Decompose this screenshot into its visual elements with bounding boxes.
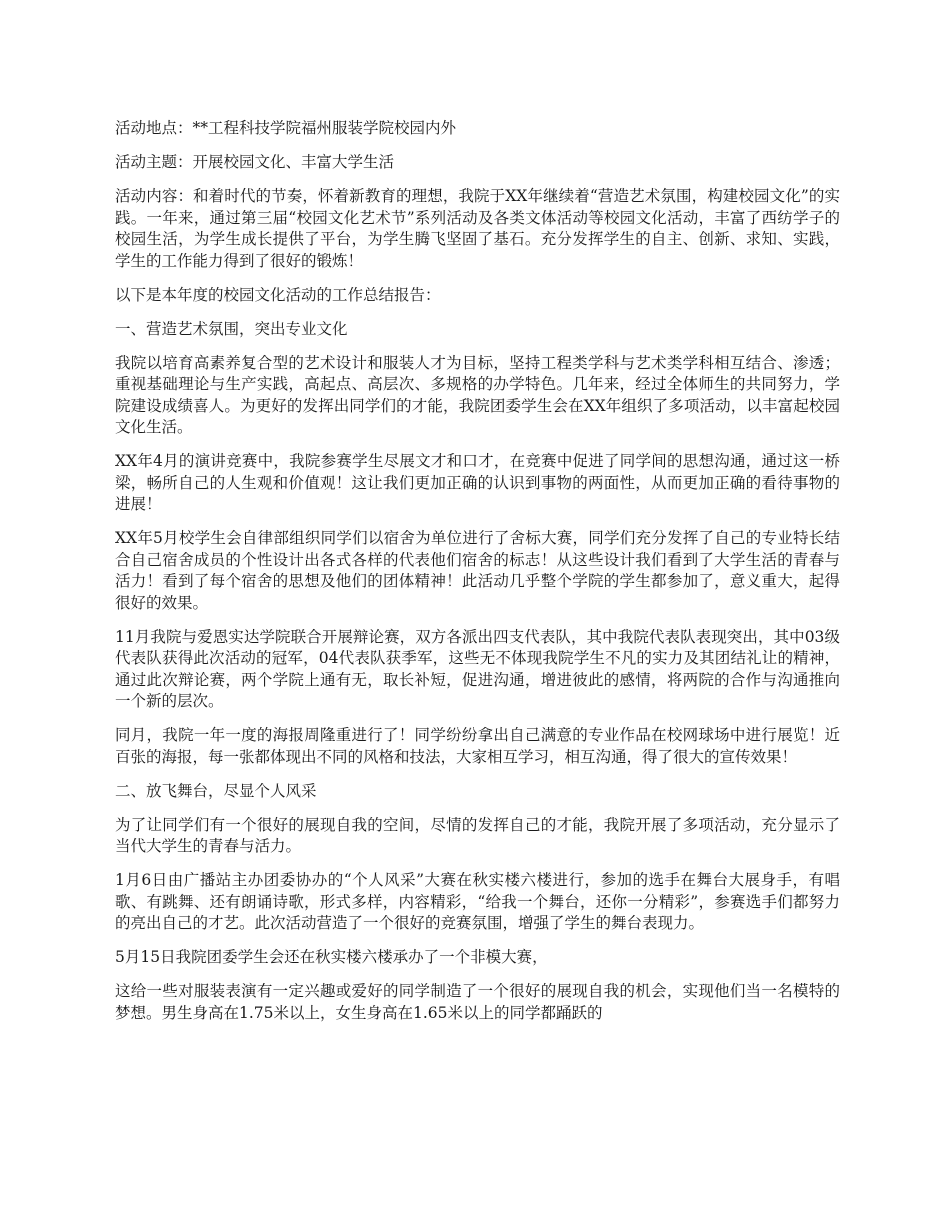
paragraph-body: 11月我院与爱恩实达学院联合开展辩论赛，双方各派出四支代表队，其中我院代表队表现突出，其中03级代表队获得此次活动的冠军，04代表队获季军，这些无不体现我院学生不凡的实力及其团结礼让的精神，通过此次辩论赛，两个学院上通有无，取长补短，促进沟通，增进彼此的感情，将两院的合作与沟通推向一个新的层次。 bbox=[115, 627, 840, 710]
paragraph-content: 活动内容：和着时代的节奏，怀着新教育的理想，我院于XX年继续着“营造艺术氛围，构建校园文化”的实践。一年来，通过第三届“校园文化艺术节”系列活动及各类文体活动等校园文化活动，丰富了西纺学子的校园生活，为学生成长提供了平台，为学生腾飞坚固了基石。充分发挥学生的自主、创新、求知、实践，学生的工作能力得到了很好的锻炼！ bbox=[115, 187, 840, 270]
section-heading-2: 二、放飞舞台，尽显个人风采 bbox=[115, 781, 317, 800]
paragraph-theme: 活动主题：开展校园文化、丰富大学生活 bbox=[115, 153, 395, 171]
paragraph-body: 5月15日我院团委学生会还在秋实楼六楼承办了一个非模大赛， bbox=[115, 948, 548, 966]
section-heading-1: 一、营造艺术氛围，突出专业文化 bbox=[115, 319, 348, 338]
paragraph-body: XX年4月的演讲竞赛中，我院参赛学生尽展文才和口才，在竞赛中促进了同学间的思想沟通，通过这一桥梁，畅所自己的人生观和价值观！这让我们更加正确的认识到事物的两面性，从而更加正确的看待事物的进展！ bbox=[115, 452, 840, 513]
paragraph-intro: 以下是本年度的校园文化活动的工作总结报告： bbox=[115, 285, 441, 304]
paragraph-body: 1月6日由广播站主办团委协办的“个人风采”大赛在秋实楼六楼进行，参加的选手在舞台大展身手，有唱歌、有跳舞、还有朗诵诗歌，形式多样，内容精彩，“给我一个舞台，还你一分精彩”，参赛选手们都努力的亮出自己的才艺。此次活动营造了一个很好的竞赛氛围，增强了学生的舞台表现力。 bbox=[115, 871, 840, 932]
paragraph-body: 同月，我院一年一度的海报周隆重进行了！同学纷纷拿出自己满意的专业作品在校网球场中进行展览！近百张的海报，每一张都体现出不同的风格和技法，大家相互学习，相互沟通，得了很大的宣传效果！ bbox=[115, 726, 840, 766]
paragraph-body: 为了让同学们有一个很好的展现自我的空间，尽情的发挥自己的才能，我院开展了多项活动，充分显示了当代大学生的青春与活力。 bbox=[115, 815, 840, 855]
paragraph-body: 我院以培育高素养复合型的艺术设计和服装人才为目标，坚持工程类学科与艺术类学科相互结合、渗透；重视基础理论与生产实践，高起点、高层次、多规格的办学特色。几年来，经过全体师生的共同努力，学院建设成绩喜人。为更好的发挥出同学们的才能，我院团委学生会在XX年组织了多项活动，以丰富起校园文化生活。 bbox=[115, 353, 840, 436]
document-body bbox=[115, 118, 840, 1037]
paragraph-location: 活动地点：**工程科技学院福州服装学院校园内外 bbox=[115, 119, 457, 137]
paragraph-body: XX年5月校学生会自律部组织同学们以宿舍为单位进行了舍标大赛，同学们充分发挥了自己的专业特长结合自己宿舍成员的个性设计出各式各样的代表他们宿舍的标志！从这些设计我们看到了大学生活的青春与活力！看到了每个宿舍的思想及他们的团体精神！此活动几乎整个学院的学生都参加了，意义重大，起得很好的效果。 bbox=[115, 529, 840, 612]
paragraph-body: 这给一些对服装表演有一定兴趣或爱好的同学制造了一个很好的展现自我的机会，实现他们当一名模特的梦想。男生身高在1.75米以上，女生身高在1.65米以上的同学都踊跃的 bbox=[115, 982, 840, 1022]
